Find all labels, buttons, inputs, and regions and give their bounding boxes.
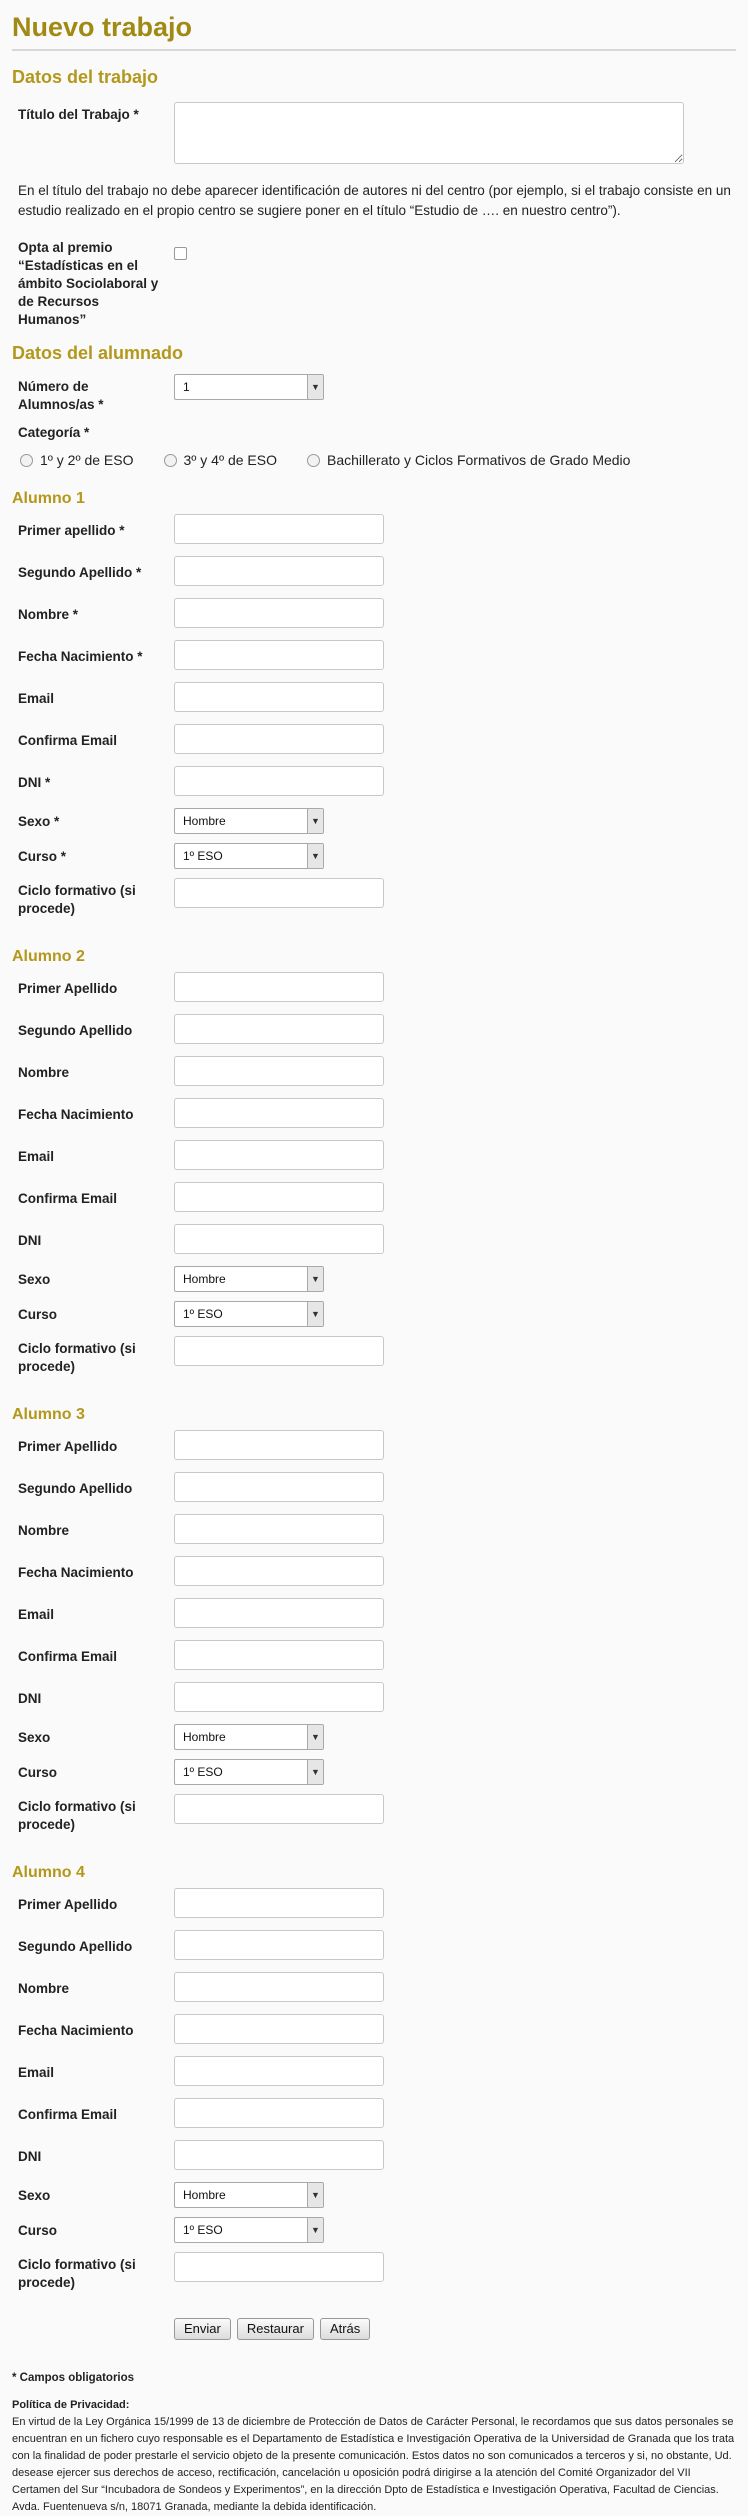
radio-bachillerato[interactable]	[307, 452, 630, 468]
curso-row	[12, 2217, 736, 2252]
dni-row	[12, 1682, 736, 1724]
sexo-row	[12, 1724, 736, 1759]
nombre-input[interactable]	[174, 1972, 384, 2002]
nombre-label: Nombre	[18, 1523, 70, 1538]
ciclo-input[interactable]	[174, 2252, 384, 2282]
alumno-4-block	[12, 1864, 736, 2316]
segundo-apellido-row	[12, 1014, 736, 1056]
required-note: * Campos obligatorios	[12, 2372, 135, 2384]
dni-input[interactable]	[174, 1224, 384, 1254]
sexo-label: Sexo	[18, 2188, 51, 2203]
primer-apellido-label: Primer Apellido	[18, 1439, 118, 1454]
sexo-value: Hombre	[183, 814, 226, 828]
nombre-label: Nombre	[18, 1065, 70, 1080]
segundo-apellido-input[interactable]	[174, 556, 384, 586]
fecha-nacimiento-label: Fecha Nacimiento	[18, 1107, 134, 1122]
enviar-button[interactable]: Enviar	[174, 2318, 231, 2340]
alumno-3-block	[12, 1406, 736, 1858]
ciclo-row	[12, 1336, 736, 1400]
dni-input[interactable]	[174, 766, 384, 796]
alumno-1-block	[12, 490, 736, 942]
page-title: Nuevo trabajo	[12, 8, 736, 51]
nombre-row	[12, 1514, 736, 1556]
confirma-email-input[interactable]	[174, 1182, 384, 1212]
nombre-label: Nombre *	[18, 607, 79, 622]
primer-apellido-row	[12, 1430, 736, 1472]
email-row	[12, 2056, 736, 2098]
titulo-textarea[interactable]	[174, 102, 684, 164]
sexo-select[interactable]	[174, 1266, 324, 1292]
fecha-nacimiento-label: Fecha Nacimiento *	[18, 649, 143, 664]
confirma-email-row	[12, 2098, 736, 2140]
segundo-apellido-input[interactable]	[174, 1014, 384, 1044]
alumno-heading: Alumno 1	[12, 490, 85, 507]
ciclo-label: Ciclo formativo (si procede)	[18, 2257, 136, 2290]
segundo-apellido-row	[12, 556, 736, 598]
dni-row	[12, 2140, 736, 2182]
footer	[12, 2370, 736, 2516]
chevron-down-icon: ▼	[307, 844, 323, 868]
titulo-note: En el título del trabajo no debe aparecer identificación de autores ni del centro (por ejemplo, si el trabajo consiste en un estudio realizado en el propio centro se sugiere poner en el título “Estudio de …. en nuestro centro”).	[18, 183, 731, 218]
titulo-label: Título del Trabajo *	[18, 107, 139, 122]
titulo-row	[12, 98, 736, 167]
primer-apellido-input[interactable]	[174, 1430, 384, 1460]
curso-select[interactable]	[174, 1301, 324, 1327]
email-label: Email	[18, 691, 55, 706]
confirma-email-row	[12, 1182, 736, 1224]
categoria-radios	[12, 452, 736, 468]
segundo-apellido-label: Segundo Apellido	[18, 1939, 133, 1954]
categoria-label: Categoría *	[18, 425, 90, 440]
dni-row	[12, 1224, 736, 1266]
primer-apellido-row	[12, 1888, 736, 1930]
section-datos-alumnado: Datos del alumnado	[12, 343, 184, 363]
confirma-email-input[interactable]	[174, 724, 384, 754]
curso-label: Curso	[18, 1765, 58, 1780]
chevron-down-icon: ▼	[307, 1267, 323, 1291]
chevron-down-icon: ▼	[307, 375, 323, 399]
fecha-nacimiento-input[interactable]	[174, 2014, 384, 2044]
sexo-row	[12, 1266, 736, 1301]
sexo-label: Sexo *	[18, 814, 60, 829]
alumno-2-block	[12, 948, 736, 1400]
ciclo-label: Ciclo formativo (si procede)	[18, 1799, 136, 1832]
sexo-value: Hombre	[183, 1730, 226, 1744]
confirma-email-row	[12, 724, 736, 766]
primer-apellido-input[interactable]	[174, 514, 384, 544]
sexo-value: Hombre	[183, 1272, 226, 1286]
nombre-row	[12, 598, 736, 640]
nombre-input[interactable]	[174, 598, 384, 628]
segundo-apellido-input[interactable]	[174, 1930, 384, 1960]
dni-input[interactable]	[174, 1682, 384, 1712]
email-row	[12, 1140, 736, 1182]
ciclo-row	[12, 1794, 736, 1858]
chevron-down-icon: ▼	[307, 809, 323, 833]
radio-3-4-eso[interactable]	[164, 452, 278, 468]
confirma-email-row	[12, 1640, 736, 1682]
curso-label: Curso	[18, 2223, 58, 2238]
privacy-title: Política de Privacidad:	[12, 2399, 130, 2411]
chevron-down-icon: ▼	[307, 2183, 323, 2207]
curso-value: 1º ESO	[183, 1307, 223, 1321]
num-alumnos-label: Número de Alumnos/as *	[18, 379, 104, 412]
curso-label: Curso	[18, 1307, 58, 1322]
radio-label: 1º y 2º de ESO	[40, 452, 134, 468]
email-row	[12, 1598, 736, 1640]
restaurar-button[interactable]: Restaurar	[237, 2318, 314, 2340]
fecha-nacimiento-row	[12, 1556, 736, 1598]
sexo-row	[12, 2182, 736, 2217]
sexo-select[interactable]	[174, 1724, 324, 1750]
curso-value: 1º ESO	[183, 2223, 223, 2237]
curso-select[interactable]	[174, 843, 324, 869]
radio-circle[interactable]	[164, 454, 177, 467]
dni-row	[12, 766, 736, 808]
primer-apellido-input[interactable]	[174, 1888, 384, 1918]
ciclo-row	[12, 878, 736, 942]
confirma-email-label: Confirma Email	[18, 1649, 118, 1664]
chevron-down-icon: ▼	[307, 1302, 323, 1326]
curso-row	[12, 1301, 736, 1336]
confirma-email-label: Confirma Email	[18, 1191, 118, 1206]
fecha-nacimiento-input[interactable]	[174, 1556, 384, 1586]
segundo-apellido-label: Segundo Apellido *	[18, 565, 142, 580]
ciclo-label: Ciclo formativo (si procede)	[18, 1341, 136, 1374]
segundo-apellido-row	[12, 1472, 736, 1514]
dni-label: DNI	[18, 1691, 42, 1706]
premio-row	[12, 239, 736, 329]
premio-label: Opta al premio “Estadísticas en el ámbito Sociolaboral y de Recursos Humanos”	[18, 240, 159, 327]
confirma-email-label: Confirma Email	[18, 2107, 118, 2122]
chevron-down-icon: ▼	[307, 1725, 323, 1749]
ciclo-row	[12, 2252, 736, 2316]
fecha-nacimiento-input[interactable]	[174, 1098, 384, 1128]
primer-apellido-label: Primer apellido *	[18, 523, 125, 538]
dni-input[interactable]	[174, 2140, 384, 2170]
nombre-input[interactable]	[174, 1514, 384, 1544]
fecha-nacimiento-row	[12, 640, 736, 682]
email-label: Email	[18, 2065, 55, 2080]
dni-label: DNI	[18, 2149, 42, 2164]
fecha-nacimiento-row	[12, 2014, 736, 2056]
radio-label: 3º y 4º de ESO	[183, 452, 277, 468]
email-input[interactable]	[174, 1140, 384, 1170]
num-alumnos-row	[12, 374, 736, 424]
chevron-down-icon: ▼	[307, 2218, 323, 2242]
sexo-select[interactable]	[174, 2182, 324, 2208]
curso-label: Curso *	[18, 849, 67, 864]
fecha-nacimiento-input[interactable]	[174, 640, 384, 670]
radio-label: Bachillerato y Ciclos Formativos de Grado Medio	[327, 452, 631, 468]
ciclo-label: Ciclo formativo (si procede)	[18, 883, 136, 916]
num-alumnos-select[interactable]	[174, 374, 324, 400]
primer-apellido-label: Primer Apellido	[18, 981, 118, 996]
curso-select[interactable]	[174, 2217, 324, 2243]
categoria-row	[12, 424, 736, 442]
alumno-heading: Alumno 3	[12, 1406, 85, 1423]
segundo-apellido-label: Segundo Apellido	[18, 1481, 133, 1496]
ciclo-input[interactable]	[174, 1794, 384, 1824]
email-input[interactable]	[174, 682, 384, 712]
fecha-nacimiento-label: Fecha Nacimiento	[18, 1565, 134, 1580]
segundo-apellido-label: Segundo Apellido	[18, 1023, 133, 1038]
sexo-label: Sexo	[18, 1272, 51, 1287]
nombre-row	[12, 1056, 736, 1098]
alumno-heading: Alumno 4	[12, 1864, 85, 1881]
dni-label: DNI	[18, 1233, 42, 1248]
num-alumnos-value: 1	[183, 380, 190, 394]
sexo-select[interactable]	[174, 808, 324, 834]
radio-circle[interactable]	[20, 454, 33, 467]
dni-label: DNI *	[18, 775, 51, 790]
confirma-email-label: Confirma Email	[18, 733, 118, 748]
privacy-text: En virtud de la Ley Orgánica 15/1999 de 13 de diciembre de Protección de Datos de Carácter Personal, le recordamos que sus datos personales se encuentran en un fichero cuyo responsable es el Departamento de Estadística e Investigación Operativa de la Universidad de Granada que los trata con la finalidad de poder prestarle el servicio objeto de la presente comunicación. Estos datos no son comunicados a terceros y si, no obstante, Ud. desease ejercer sus derechos de acceso, rectificación, cancelación u oposición podrá dirigirse a la atención del Comité Organizador del VII Certamen del Sur “Incubadora de Sondeos y Experimentos”, en la dirección Dpto de Estadística e Investigación Operativa, Facultad de Ciencias. Avda. Fuentenueva s/n, 18071 Granada, mediante la debida identificación.	[12, 2416, 735, 2513]
email-row	[12, 682, 736, 724]
form-buttons	[12, 2318, 736, 2340]
primer-apellido-row	[12, 514, 736, 556]
curso-select[interactable]	[174, 1759, 324, 1785]
fecha-nacimiento-row	[12, 1098, 736, 1140]
segundo-apellido-input[interactable]	[174, 1472, 384, 1502]
sexo-value: Hombre	[183, 2188, 226, 2202]
confirma-email-input[interactable]	[174, 2098, 384, 2128]
ciclo-input[interactable]	[174, 1336, 384, 1366]
nombre-input[interactable]	[174, 1056, 384, 1086]
curso-value: 1º ESO	[183, 1765, 223, 1779]
ciclo-input[interactable]	[174, 878, 384, 908]
curso-row	[12, 843, 736, 878]
chevron-down-icon: ▼	[307, 1760, 323, 1784]
radio-circle[interactable]	[307, 454, 320, 467]
segundo-apellido-row	[12, 1930, 736, 1972]
nombre-label: Nombre	[18, 1981, 70, 1996]
primer-apellido-label: Primer Apellido	[18, 1897, 118, 1912]
email-input[interactable]	[174, 2056, 384, 2086]
primer-apellido-input[interactable]	[174, 972, 384, 1002]
curso-row	[12, 1759, 736, 1794]
alumno-heading: Alumno 2	[12, 948, 85, 965]
section-datos-trabajo: Datos del trabajo	[12, 67, 159, 87]
primer-apellido-row	[12, 972, 736, 1014]
confirma-email-input[interactable]	[174, 1640, 384, 1670]
email-input[interactable]	[174, 1598, 384, 1628]
email-label: Email	[18, 1149, 55, 1164]
atras-button[interactable]: Atrás	[320, 2318, 370, 2340]
nombre-row	[12, 1972, 736, 2014]
email-label: Email	[18, 1607, 55, 1622]
premio-checkbox[interactable]	[174, 247, 187, 260]
radio-1-2-eso[interactable]	[20, 452, 134, 468]
sexo-label: Sexo	[18, 1730, 51, 1745]
sexo-row	[12, 808, 736, 843]
curso-value: 1º ESO	[183, 849, 223, 863]
fecha-nacimiento-label: Fecha Nacimiento	[18, 2023, 134, 2038]
